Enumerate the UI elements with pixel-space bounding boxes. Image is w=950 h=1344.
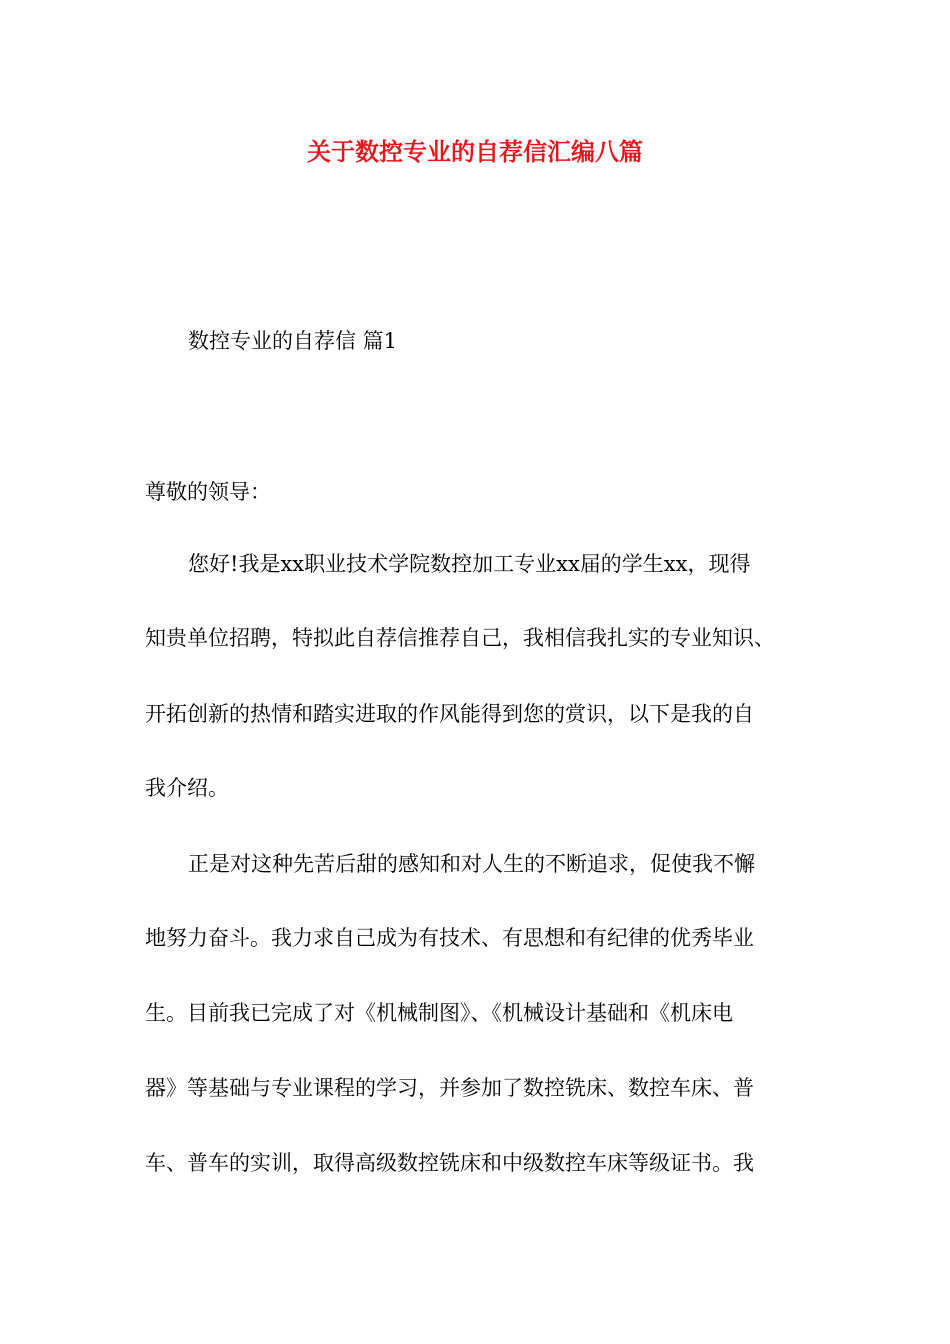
paragraph-line: 车、普车的实训，取得高级数控铣床和中级数控车床等级证书。我 (145, 1151, 754, 1175)
paragraph-line: 您好!我是xx职业技术学院数控加工专业xx届的学生xx，现得 (188, 552, 751, 576)
letter-salutation: 尊敬的领导： (145, 480, 271, 504)
paragraph-line: 地努力奋斗。我力求自己成为有技术、有思想和有纪律的优秀毕业 (145, 926, 754, 950)
section-heading: 数控专业的自荐信 篇1 (188, 329, 398, 353)
paragraph-line: 正是对这种先苦后甜的感知和对人生的不断追求，促使我不懈 (188, 852, 755, 876)
paragraph-line: 知贵单位招聘，特拟此自荐信推荐自己，我相信我扎实的专业知识、 (145, 626, 775, 650)
paragraph-line: 开拓创新的热情和踏实进取的作风能得到您的赏识，以下是我的自 (145, 702, 754, 726)
paragraph-line: 器》等基础与专业课程的学习，并参加了数控铣床、数控车床、普 (145, 1076, 754, 1100)
paragraph-line: 生。目前我已完成了对《机械制图》、《机械设计基础和《机床电 (145, 1001, 733, 1025)
paragraph-line: 我介绍。 (145, 776, 229, 800)
document-title: 关于数控专业的自荐信汇编八篇 (307, 137, 643, 166)
